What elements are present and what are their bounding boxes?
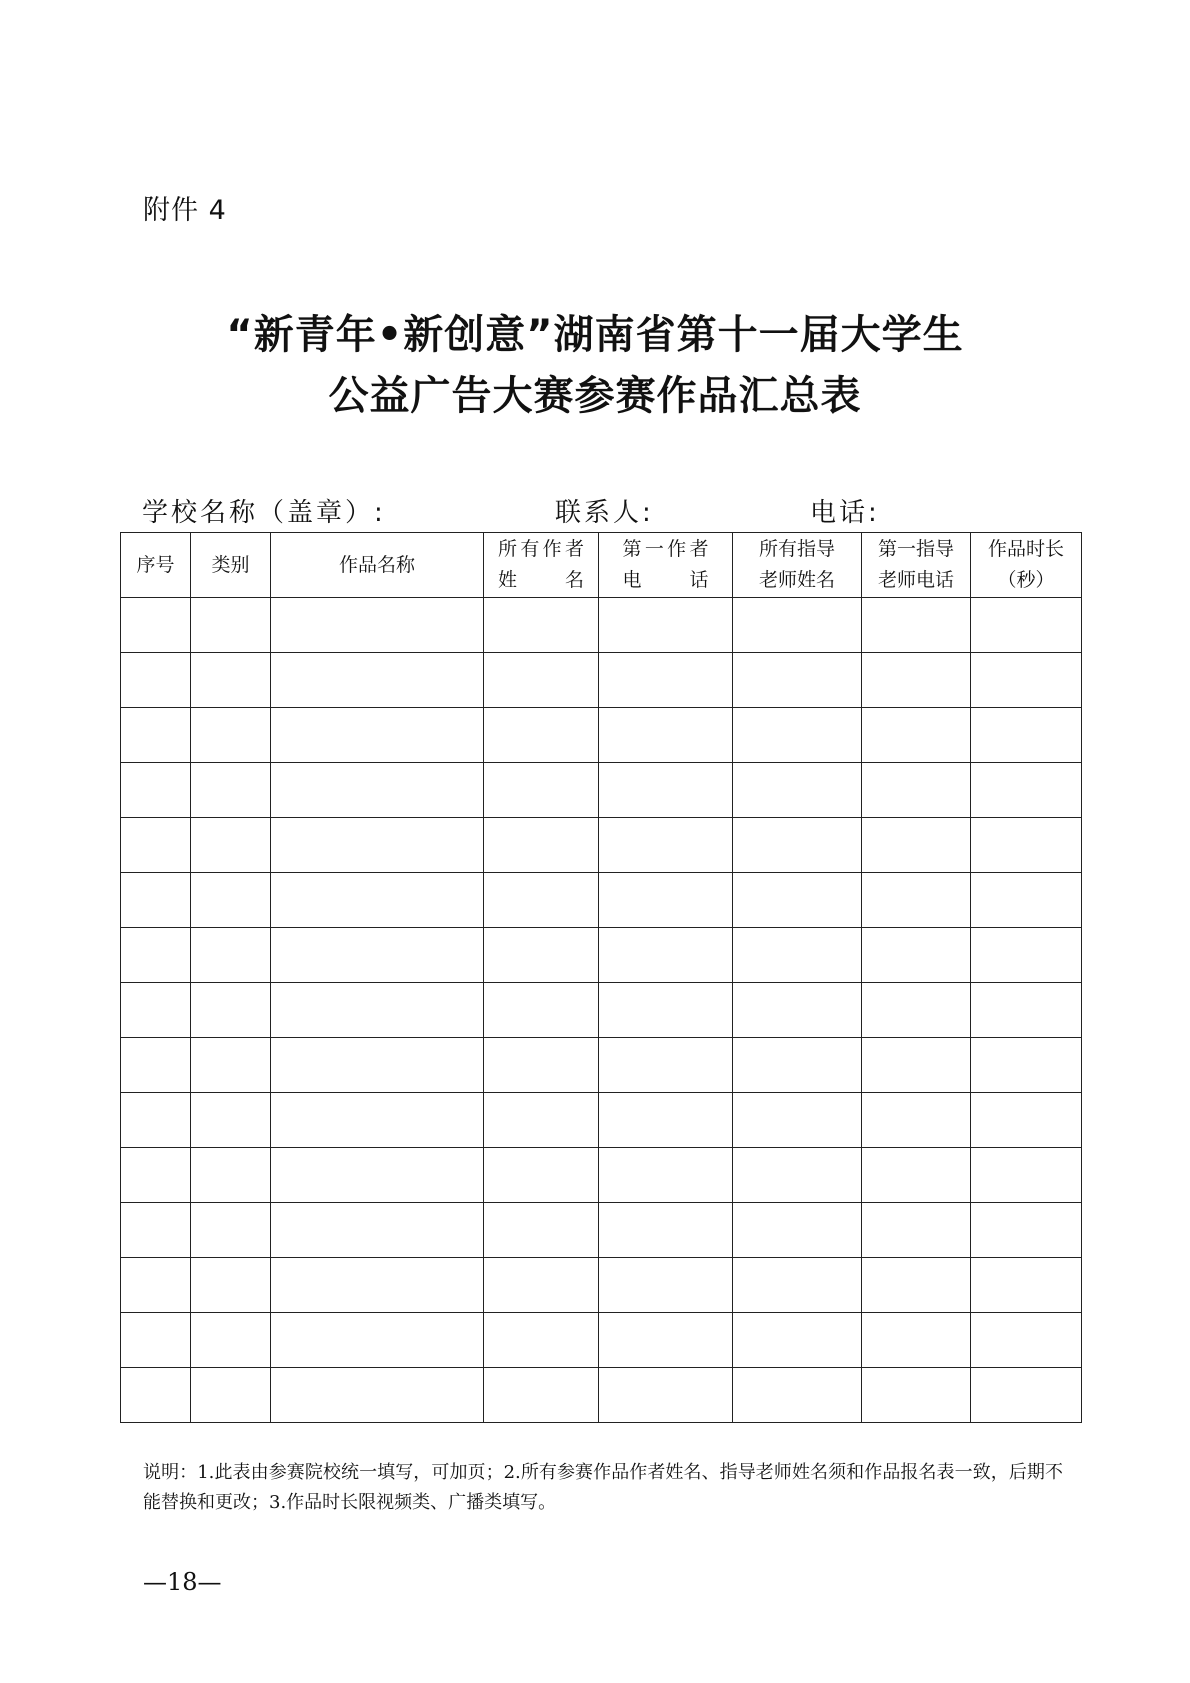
table-cell[interactable] <box>971 1258 1082 1313</box>
table-cell[interactable] <box>484 1258 599 1313</box>
table-cell[interactable] <box>862 1368 971 1423</box>
table-cell[interactable] <box>862 1148 971 1203</box>
table-cell[interactable] <box>271 1093 484 1148</box>
table-cell[interactable] <box>191 873 271 928</box>
table-cell[interactable] <box>862 1313 971 1368</box>
table-cell[interactable] <box>862 818 971 873</box>
table-cell[interactable] <box>484 873 599 928</box>
table-cell[interactable] <box>733 1258 862 1313</box>
header-all-authors-line-2: 姓 名 <box>498 569 584 591</box>
table-cell[interactable] <box>599 1038 733 1093</box>
phone-field-label: 电话: <box>810 498 880 528</box>
table-cell[interactable] <box>484 1093 599 1148</box>
table-cell[interactable] <box>191 928 271 983</box>
table-cell[interactable] <box>121 983 191 1038</box>
table-cell[interactable] <box>191 1203 271 1258</box>
table-cell[interactable] <box>599 598 733 653</box>
table-body <box>121 598 1082 1423</box>
table-cell[interactable] <box>971 763 1082 818</box>
table-cell[interactable] <box>733 1038 862 1093</box>
table-cell[interactable] <box>121 653 191 708</box>
table-cell[interactable] <box>271 708 484 763</box>
contact-person-field-label: 联系人: <box>555 498 654 528</box>
table-cell[interactable] <box>862 598 971 653</box>
table-cell[interactable] <box>271 928 484 983</box>
table-cell[interactable] <box>971 598 1082 653</box>
table-cell[interactable] <box>599 763 733 818</box>
header-first-author-phone <box>599 533 733 598</box>
table-cell[interactable] <box>733 873 862 928</box>
table-cell[interactable] <box>599 1093 733 1148</box>
table-cell[interactable] <box>971 873 1082 928</box>
table-cell[interactable] <box>484 708 599 763</box>
table-cell[interactable] <box>484 1313 599 1368</box>
table-cell[interactable] <box>971 1148 1082 1203</box>
table-row <box>121 1203 1082 1258</box>
header-first-advisor-line-1: 第一指导 <box>877 538 954 560</box>
table-cell[interactable] <box>121 598 191 653</box>
table-row <box>121 763 1082 818</box>
table-cell[interactable] <box>599 1368 733 1423</box>
table-row <box>121 598 1082 653</box>
header-category-label: 类别 <box>211 553 250 576</box>
table-cell[interactable] <box>121 1148 191 1203</box>
table-cell[interactable] <box>971 928 1082 983</box>
table-cell[interactable] <box>862 653 971 708</box>
table-row <box>121 818 1082 873</box>
table-cell[interactable] <box>599 928 733 983</box>
table-cell[interactable] <box>271 1038 484 1093</box>
table-cell[interactable] <box>862 1038 971 1093</box>
page-number: —18— <box>143 1568 222 1596</box>
header-all-authors-line-1: 所有作者 <box>498 538 584 560</box>
table-cell[interactable] <box>733 653 862 708</box>
table-cell[interactable] <box>121 1093 191 1148</box>
table-cell[interactable] <box>484 1368 599 1423</box>
table-cell[interactable] <box>862 1258 971 1313</box>
table-cell[interactable] <box>599 873 733 928</box>
table-cell[interactable] <box>271 598 484 653</box>
table-cell[interactable] <box>599 1203 733 1258</box>
table-cell[interactable] <box>121 1313 191 1368</box>
table-cell[interactable] <box>191 1313 271 1368</box>
table-cell[interactable] <box>121 1368 191 1423</box>
table-cell[interactable] <box>271 1313 484 1368</box>
table-cell[interactable] <box>733 1148 862 1203</box>
table-cell[interactable] <box>191 653 271 708</box>
table-cell[interactable] <box>271 653 484 708</box>
table-cell[interactable] <box>733 1368 862 1423</box>
table-cell[interactable] <box>862 1093 971 1148</box>
table-row <box>121 708 1082 763</box>
table-row <box>121 1368 1082 1423</box>
table-cell[interactable] <box>191 983 271 1038</box>
header-first-advisor-phone <box>862 533 971 598</box>
table-cell[interactable] <box>121 873 191 928</box>
table-cell[interactable] <box>484 653 599 708</box>
table-cell[interactable] <box>271 818 484 873</box>
entries-summary-table <box>120 532 1082 1423</box>
header-all-advisors-line-2: 老师姓名 <box>758 569 835 591</box>
table-cell[interactable] <box>862 763 971 818</box>
instructions-note: 说明：1.此表由参赛院校统一填写，可加页；2.所有参赛作品作者姓名、指导老师姓名须和作品报名表一致，后期不能替换和更改；3.作品时长限视频类、广播类填写。 <box>143 1462 1063 1513</box>
table-cell[interactable] <box>121 818 191 873</box>
header-work-duration-line-1: 作品时长 <box>987 538 1064 560</box>
header-first-author-line-1: 第一作者 <box>622 538 709 560</box>
table-header-row <box>121 533 1082 598</box>
table-cell[interactable] <box>862 983 971 1038</box>
table-cell[interactable] <box>971 983 1082 1038</box>
attachment-label: 附件 4 <box>143 195 227 226</box>
school-name-field-label: 学校名称（盖章）: <box>142 498 386 528</box>
table-cell[interactable] <box>971 1038 1082 1093</box>
table-cell[interactable] <box>484 818 599 873</box>
document-title-line-2: 公益广告大赛参赛作品汇总表 <box>328 373 862 419</box>
table-cell[interactable] <box>733 818 862 873</box>
table-cell[interactable] <box>862 708 971 763</box>
table-cell[interactable] <box>733 708 862 763</box>
header-first-advisor-line-2: 老师电话 <box>877 569 954 591</box>
table-cell[interactable] <box>971 1313 1082 1368</box>
table-cell[interactable] <box>599 1313 733 1368</box>
table-cell[interactable] <box>191 1258 271 1313</box>
table-cell[interactable] <box>733 763 862 818</box>
table-cell[interactable] <box>271 1148 484 1203</box>
table-cell[interactable] <box>484 928 599 983</box>
table-cell[interactable] <box>271 1258 484 1313</box>
table-cell[interactable] <box>971 653 1082 708</box>
header-work-duration-line-2: （秒） <box>997 569 1055 591</box>
table-cell[interactable] <box>484 1203 599 1258</box>
header-all-advisor-names <box>733 533 862 598</box>
table-cell[interactable] <box>971 1368 1082 1423</box>
table-row <box>121 873 1082 928</box>
table-cell[interactable] <box>484 598 599 653</box>
table-cell[interactable] <box>484 983 599 1038</box>
table-cell[interactable] <box>191 708 271 763</box>
table-cell[interactable] <box>121 763 191 818</box>
table-row <box>121 983 1082 1038</box>
table-cell[interactable] <box>121 1203 191 1258</box>
table-row <box>121 1093 1082 1148</box>
table-cell[interactable] <box>121 928 191 983</box>
table-cell[interactable] <box>599 983 733 1038</box>
table-cell[interactable] <box>971 1093 1082 1148</box>
table-cell[interactable] <box>484 1148 599 1203</box>
table-cell[interactable] <box>599 708 733 763</box>
table-cell[interactable] <box>733 1313 862 1368</box>
header-work-title <box>271 533 484 598</box>
table-cell[interactable] <box>121 1038 191 1093</box>
header-work-title-label: 作品名称 <box>338 553 415 576</box>
table-cell[interactable] <box>271 873 484 928</box>
table-cell[interactable] <box>599 1258 733 1313</box>
table-cell[interactable] <box>191 1093 271 1148</box>
table-cell[interactable] <box>862 1203 971 1258</box>
table-cell[interactable] <box>484 1038 599 1093</box>
document-title-line-1: “新青年•新创意”湖南省第十一届大学生 <box>226 312 964 358</box>
table-cell[interactable] <box>121 1258 191 1313</box>
header-serial-number-label: 序号 <box>136 553 175 576</box>
table-cell[interactable] <box>733 1203 862 1258</box>
table-cell[interactable] <box>271 1368 484 1423</box>
table-cell[interactable] <box>599 818 733 873</box>
table-cell[interactable] <box>191 598 271 653</box>
table-row <box>121 1313 1082 1368</box>
header-work-duration <box>971 533 1082 598</box>
table-cell[interactable] <box>971 818 1082 873</box>
table-cell[interactable] <box>191 763 271 818</box>
table-row <box>121 1258 1082 1313</box>
table-cell[interactable] <box>971 1203 1082 1258</box>
table-cell[interactable] <box>971 708 1082 763</box>
table-cell[interactable] <box>733 598 862 653</box>
table-cell[interactable] <box>862 928 971 983</box>
table-row <box>121 1038 1082 1093</box>
table-cell[interactable] <box>271 983 484 1038</box>
table-cell[interactable] <box>191 818 271 873</box>
table-cell[interactable] <box>121 708 191 763</box>
header-serial-number <box>121 533 191 598</box>
table-cell[interactable] <box>191 1148 271 1203</box>
table-cell[interactable] <box>733 1093 862 1148</box>
table-cell[interactable] <box>599 1148 733 1203</box>
table-row <box>121 928 1082 983</box>
table-row <box>121 1148 1082 1203</box>
header-category <box>191 533 271 598</box>
table-cell[interactable] <box>484 763 599 818</box>
table-cell[interactable] <box>733 928 862 983</box>
header-first-author-line-2: 电 话 <box>622 569 709 591</box>
header-all-authors-names <box>484 533 599 598</box>
table-cell[interactable] <box>733 983 862 1038</box>
table-cell[interactable] <box>271 1203 484 1258</box>
table-cell[interactable] <box>191 1368 271 1423</box>
table-cell[interactable] <box>862 873 971 928</box>
table-cell[interactable] <box>191 1038 271 1093</box>
table-cell[interactable] <box>599 653 733 708</box>
header-all-advisors-line-1: 所有指导 <box>758 538 835 560</box>
table-row <box>121 653 1082 708</box>
table-cell[interactable] <box>271 763 484 818</box>
